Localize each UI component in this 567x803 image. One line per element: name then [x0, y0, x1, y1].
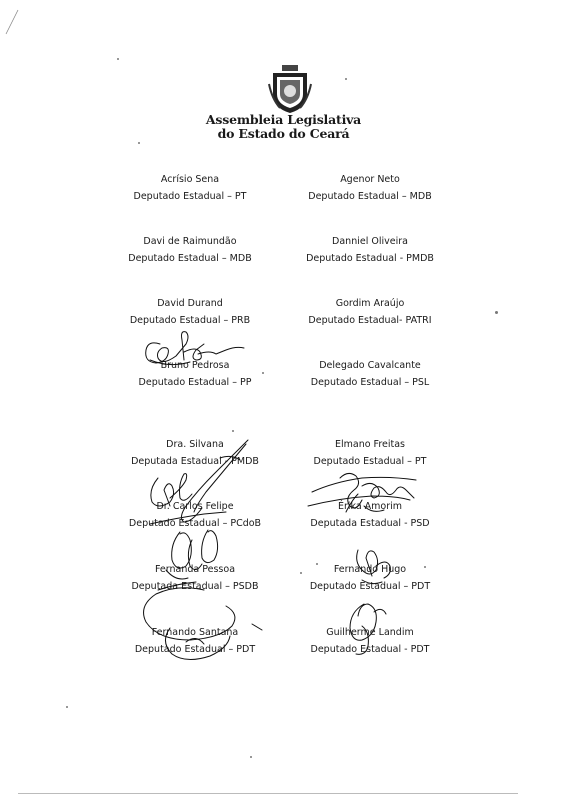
signatory-block	[95, 624, 295, 658]
signatory-name: Fernanda Pessoa	[154, 564, 236, 575]
signatory-role: Deputado Estadual – MDB	[128, 253, 252, 264]
scan-speck	[262, 372, 264, 374]
signatory-block	[270, 233, 470, 267]
signatory-name: Acrísio Sena	[160, 174, 220, 185]
signatory-name: Bruno Pedrosa	[160, 360, 230, 371]
signatory-block	[95, 561, 295, 595]
signatory-block	[90, 233, 290, 267]
scan-speck	[424, 566, 426, 568]
signatory-name: Fernando Santana	[151, 627, 239, 638]
scan-speck	[232, 430, 234, 432]
signatory-name: Guilherme Landim	[326, 627, 414, 638]
signatory-name: David Durand	[157, 298, 223, 309]
scan-speck	[300, 572, 302, 574]
signatory-block	[270, 498, 470, 532]
signatory-role: Deputado Estadual – PT	[133, 191, 247, 202]
signatory-role: Deputado Estadual - PMDB	[306, 253, 434, 264]
signatory-block	[95, 436, 295, 470]
signatory-role: Deputado Estadual – MDB	[308, 191, 432, 202]
scan-speck	[117, 58, 119, 60]
signatory-name: Delegado Cavalcante	[319, 360, 421, 371]
corner-pen-mark	[4, 6, 24, 36]
signatory-name: Fernando Hugo	[333, 564, 407, 575]
signatory-role: Deputado Estadual – PCdoB	[128, 518, 262, 529]
signatory-name: Dr. Carlos Felipe	[156, 501, 234, 512]
signatory-role: Deputado Estadual – PDT	[309, 581, 431, 592]
signatory-role: Deputado Estadual – PP	[138, 377, 252, 388]
signatory-block	[270, 436, 470, 470]
signatory-block	[270, 624, 470, 658]
coat-of-arms-icon	[268, 64, 312, 114]
scan-speck	[495, 311, 498, 314]
signatory-name: Davi de Raimundão	[143, 236, 237, 247]
signatory-block	[270, 171, 470, 205]
signatory-block	[90, 171, 290, 205]
signatory-name: Danniel Oliveira	[332, 236, 408, 247]
signatory-role: Deputado Estadual – PSL	[310, 377, 430, 388]
scan-speck	[316, 563, 318, 565]
signatory-name: Agenor Neto	[340, 174, 400, 185]
scan-speck	[138, 142, 140, 144]
signatory-role: Deputado Estadual – PDT	[134, 644, 256, 655]
header-subtitle: do Estado do Ceará	[217, 126, 350, 141]
signatory-role: Deputada Estadual - PMDB	[131, 456, 259, 467]
signatory-name: Érika Amorim	[337, 501, 403, 512]
signatory-block	[90, 295, 290, 329]
signatory-block	[270, 357, 470, 391]
signatory-block	[95, 357, 295, 391]
signatory-block	[270, 295, 470, 329]
signatory-block	[270, 561, 470, 595]
scan-speck	[345, 78, 347, 80]
signatory-name: Dra. Silvana	[166, 439, 224, 450]
signatory-name: Gordim Araújo	[335, 298, 405, 309]
signatory-role: Deputado Estadual – PRB	[129, 315, 251, 326]
scan-speck	[66, 706, 68, 708]
signatory-role: Deputada Estadual – PSDB	[131, 581, 259, 592]
signatory-role: Deputado Estadual – PT	[313, 456, 427, 467]
scan-edge-line	[18, 793, 518, 794]
scan-speck	[250, 756, 252, 758]
signatory-name: Elmano Freitas	[334, 439, 406, 450]
header-title: Assembleia Legislativa	[205, 112, 362, 127]
signatory-role: Deputado Estadual- PATRI	[308, 315, 432, 326]
signatory-role: Deputado Estadual - PDT	[310, 644, 430, 655]
signatory-block	[95, 498, 295, 532]
signatory-role: Deputada Estadual - PSD	[310, 518, 430, 529]
